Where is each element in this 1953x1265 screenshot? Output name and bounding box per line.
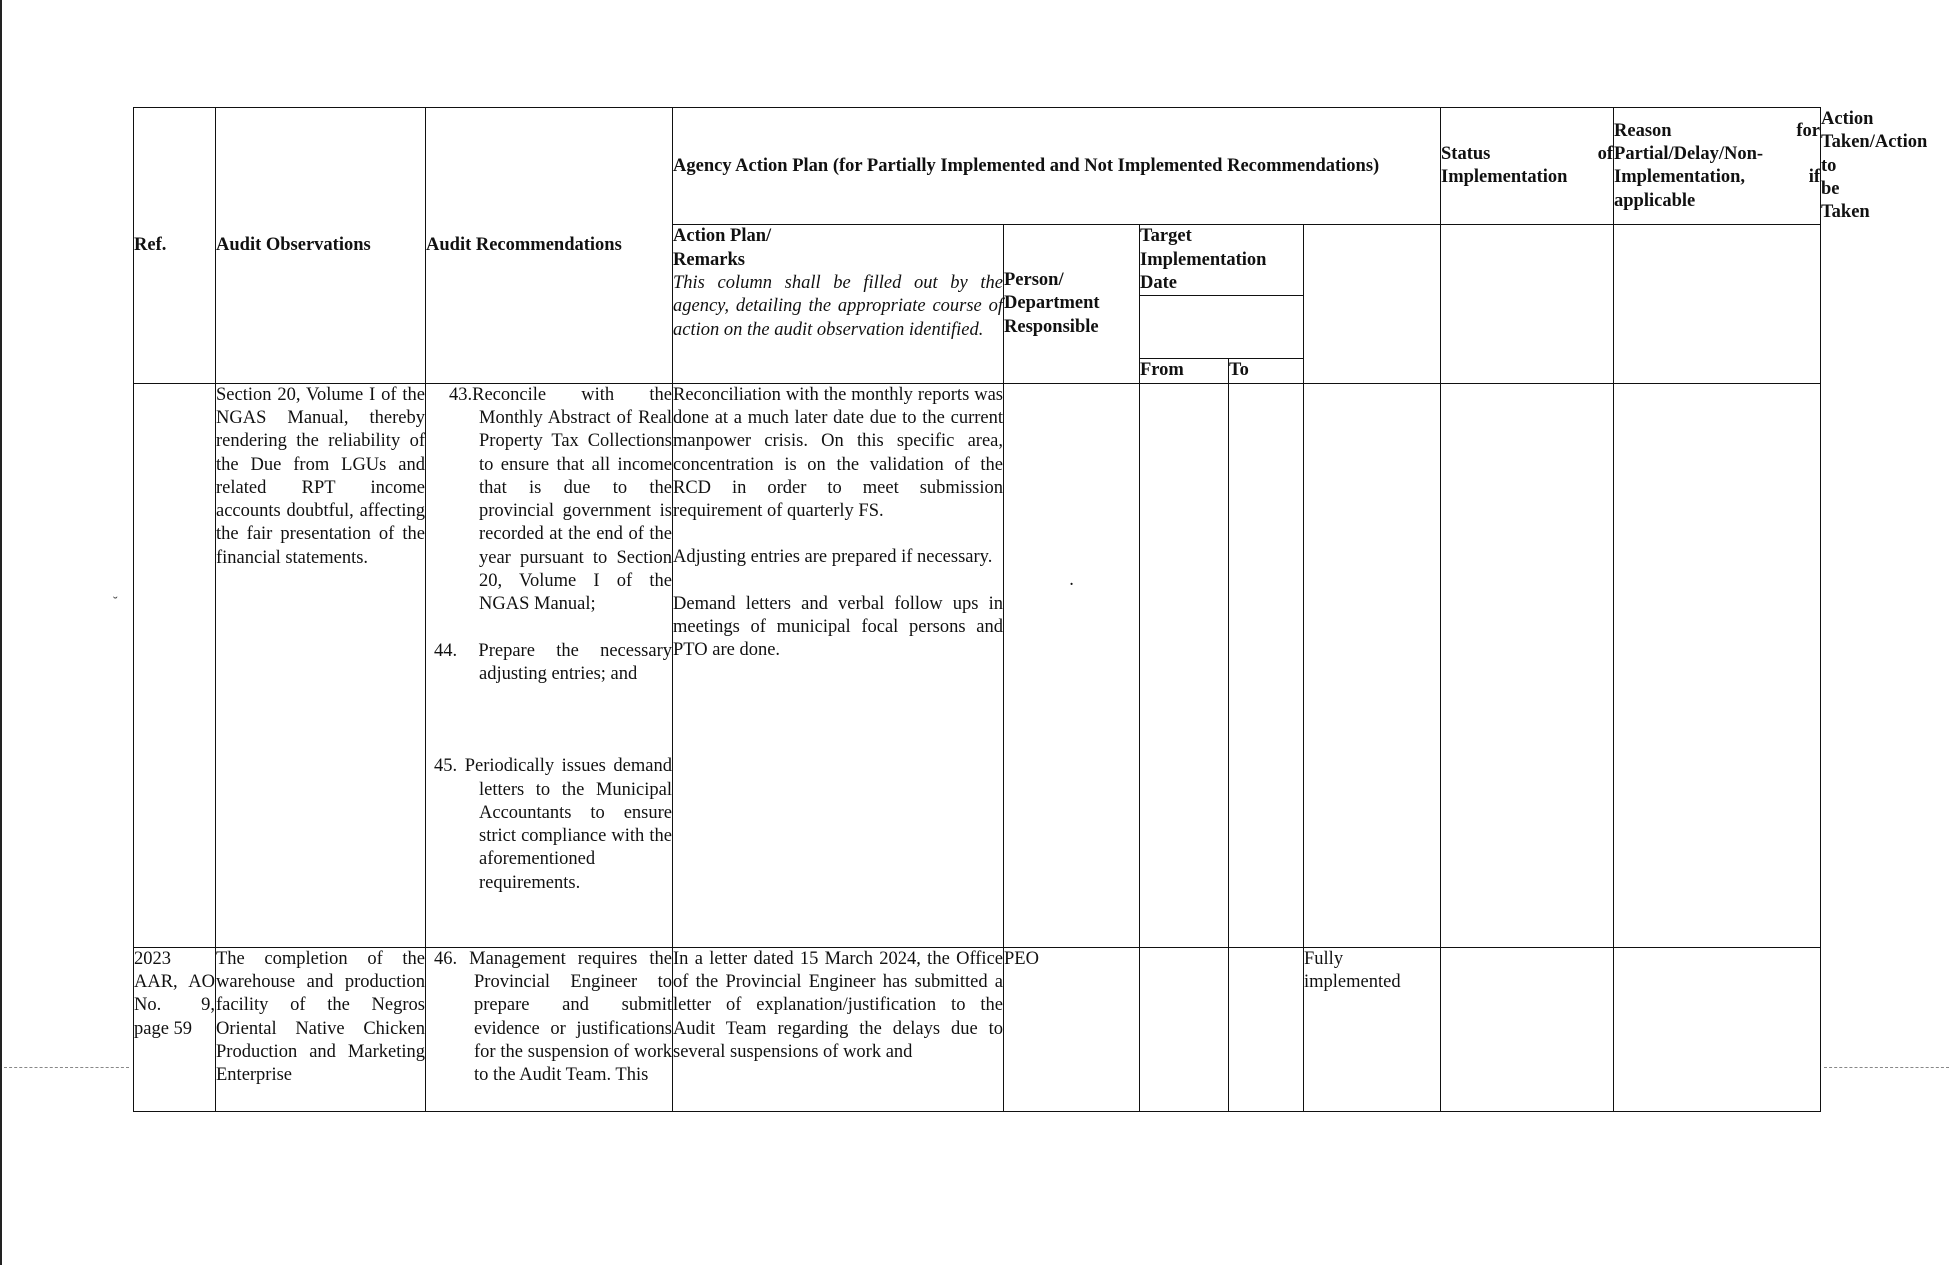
row1-reason xyxy=(1441,383,1614,947)
action-plan-remarks: Remarks xyxy=(673,249,745,270)
action-plan-paragraph: Demand letters and verbal follow ups in meetings of municipal focal persons and PTO are done. xyxy=(673,593,1003,661)
scan-mark: ˘ xyxy=(113,595,118,610)
row2-observation: The completion of the warehouse and production facility of the Negros Oriental Native Chicken Production and Marketing Enterprise xyxy=(216,947,426,1111)
row1-recommendations xyxy=(426,383,673,947)
recommendation-item: 45. Periodically issues demand letters to the Municipal Accountants to ensure strict compliance with the aforementioned requirements. xyxy=(434,756,672,893)
row2-action-plan: In a letter dated 15 March 2024, the Office of the Provincial Engineer has submitted a letter of explanation/justification to the Audit Team regarding the delays due to several suspensions of work and xyxy=(673,947,1004,1111)
row2-reason xyxy=(1441,947,1614,1111)
recommendation-item: 46. Management requires the Provincial Engineer to prepare and submit evidence or justifications for the suspension of work to the Audit Team. This xyxy=(434,948,672,1086)
row1-status xyxy=(1304,383,1441,947)
row2-ref: 2023 AAR, AO No. 9, page 59 xyxy=(134,947,216,1111)
row1-action-taken xyxy=(1614,383,1821,947)
header-audit-observations: Audit Observations xyxy=(216,108,426,384)
row2-person: PEO xyxy=(1004,947,1140,1111)
row1-from xyxy=(1140,383,1229,947)
recommendation-item: 43.Reconcile with the Monthly Abstract of Real Property Tax Collections to ensure that all income that is due to the provincial government is recorded at the end of the year pursuant to Section 20, Volume I of the NGAS Manual; xyxy=(449,384,672,615)
fold-line-left xyxy=(4,1067,129,1068)
row1-observation: Section 20, Volume I of the NGAS Manual, thereby rendering the reliability of the Due from LGUs and related RPT income accounts doubtful, affecting the fair presentation of the financial statements. xyxy=(216,383,426,947)
table-row xyxy=(134,383,1821,947)
header-target-date-blank xyxy=(1140,296,1304,359)
header-ref: Ref. xyxy=(134,108,216,384)
row2-action-taken xyxy=(1614,947,1821,1111)
header-reason-blank xyxy=(1441,225,1614,383)
action-plan-paragraph: Reconciliation with the monthly reports was done at a much later date due to the current manpower crisis. On this specific area, concentration is on the validation of the RCD in order to meet submission requirement of quarterly FS. xyxy=(673,384,1003,522)
fold-line-right xyxy=(1824,1067,1949,1068)
recommendation-item: 44. Prepare the necessary adjusting entries; and xyxy=(434,640,672,684)
header-action-taken-blank xyxy=(1614,225,1821,383)
action-plan-paragraph: Adjusting entries are prepared if necessary. xyxy=(673,547,993,568)
table-row xyxy=(134,947,1821,1111)
action-plan-title: Action Plan/ xyxy=(673,226,772,247)
header-agency-action-plan: Agency Action Plan (for Partially Implemented and Not Implemented Recommendations) xyxy=(673,108,1441,225)
header-status-blank xyxy=(1304,225,1441,383)
row1-ref xyxy=(134,383,216,947)
row1-action-plan xyxy=(673,383,1004,947)
header-target-date: Target Implementation Date xyxy=(1140,225,1304,296)
header-action-plan xyxy=(673,225,1004,383)
header-to: To xyxy=(1229,359,1304,383)
header-status: Status of Implementation xyxy=(1441,108,1614,225)
header-reason: Reason for Partial/Delay/Non-Implementation, if applicable xyxy=(1614,108,1821,225)
row1-to xyxy=(1229,383,1304,947)
header-from: From xyxy=(1140,359,1229,383)
audit-action-plan-table: Ref. Audit Observations Audit Recommendations Agency Action Plan (for Partially Implemented and Not Implemented Recommendations) Status of Implementation Reason for Partial/Delay/Non-Implementation, if applicable Action Taken/Action to be Taken Action Plan/ Remarks This column shall be filled out by the agency, detailing the appropriate course of action on the audit observation identified. Person/ Department Responsible Target Implementation Date From To Section 20, Volume I of the NGAS Manual, thereby rendering the reliability of the Due from LGUs and related RPT income accounts doubtful, affecting the fair presentation of the financial statements. 43.Reconcile with the Monthly Abstract of Real Property Tax Collections to ensure that all income that is due to the provincial government is recorded at the end of the year pursuant to Section 20, Volume I of the NGAS Manual; 44. Prepare the necessary adjusting entries; and 45. Periodically issues demand letters to the Municipal Accountants to ensure strict compliance with the aforementioned requirements. Reconciliation with the monthly reports was done at a much later date due to the current manpower crisis. On this specific area, concentration is on the validation of the RCD in order to meet submission requirement of quarterly FS. Adjusting entries are prepared if necessary. Demand letters and verbal follow ups in meetings of municipal focal persons and PTO are done. . 2023 AAR, AO No. 9, page 59 The completion of the warehouse and production facility of the Negros Oriental Native Chicken Production and Marketing Enterprise 46. Management requires the Provincial Engineer to prepare and submit evidence or justifications for the suspension of work to the Audit Team. This In a letter dated 15 March 2024, the Office of the Provincial Engineer has submitted a letter of explanation/justification to the Audit Team regarding the delays due to several suspensions of work and PEO Fully implemented xyxy=(133,107,1821,1112)
row2-recommendation xyxy=(426,947,673,1111)
header-person-responsible: Person/ Department Responsible xyxy=(1004,225,1140,383)
row2-to xyxy=(1229,947,1304,1111)
row1-person: . xyxy=(1004,383,1140,947)
row2-status: Fully implemented xyxy=(1304,947,1441,1111)
row2-from xyxy=(1140,947,1229,1111)
page-left-edge xyxy=(0,0,2,1265)
header-audit-recommendations: Audit Recommendations xyxy=(426,108,673,384)
action-plan-note: This column shall be filled out by the agency, detailing the appropriate course of action on the audit observation identified. xyxy=(673,273,1003,340)
